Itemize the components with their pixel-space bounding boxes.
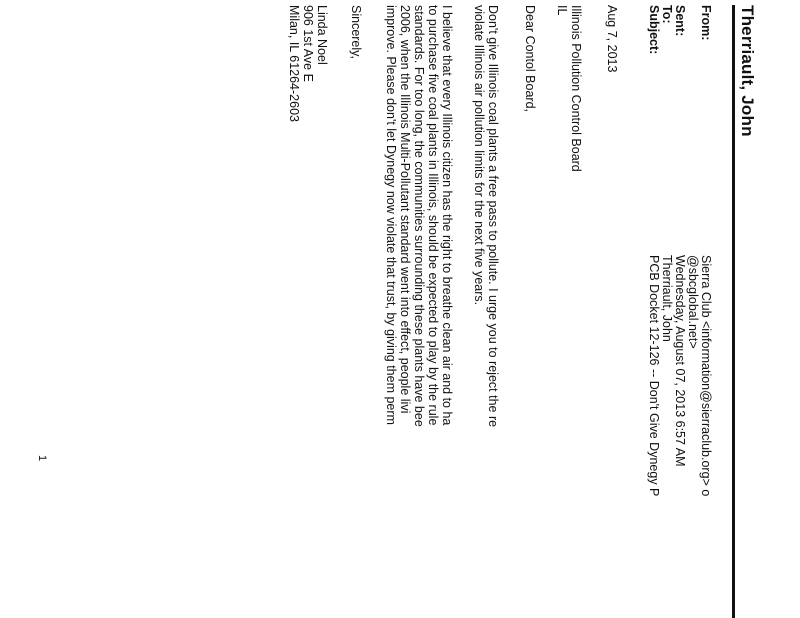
- page-number: 1: [36, 455, 48, 462]
- paragraph1-line-1: Don't give Illinois coal plants a free pass to pollute. I urge you to reject the re: [486, 5, 500, 428]
- paragraph2-line-2: to purchase five coal plants in Illinois, should be expected to play by the rule: [426, 5, 440, 426]
- sent-value: Wednesday, August 07, 2013 6:57 AM: [673, 255, 687, 467]
- closing: Sincerely,: [349, 5, 363, 59]
- salutation: Dear Contol Board,: [523, 5, 537, 113]
- paragraph2-line-3: standards. For too long, the communities surrounding these plants have bee: [412, 5, 426, 427]
- paragraph1-line-2: violate Illinois air pollution limits for the next five years.: [472, 5, 486, 306]
- sent-label: Sent:: [673, 5, 687, 37]
- from-value-line-1: Sierra Club <information@sierraclub.org> o: [699, 255, 713, 497]
- letter-date: Aug 7, 2013: [605, 5, 619, 73]
- signature-address-line-2: Milan, IL 61264-2603: [287, 5, 301, 122]
- signature-name: Linda Noel: [315, 5, 329, 65]
- paragraph2-line-4: 2006, when the Illinois Multi-Pollutant standard went into effect, people livi: [398, 5, 412, 414]
- header-divider: [732, 5, 735, 618]
- subject-value: PCB Docket 12-126 -- Don't Give Dynegy P: [647, 255, 661, 497]
- from-value-line-2: @sbcglobal.net>: [686, 255, 700, 349]
- to-value: Therriault, John: [660, 255, 674, 342]
- recipient-line-1: Illinois Pollution Control Board: [569, 5, 583, 172]
- recipient-line-2: IL: [555, 5, 569, 16]
- paragraph2-line-5: improve. Please don't let Dynegy now violate that trust, by giving them perm: [384, 5, 398, 425]
- to-label: To:: [660, 5, 674, 24]
- sender-name-heading: Therriault, John: [738, 5, 757, 137]
- rotated-email-printout: [10, 0, 790, 618]
- subject-label: Subject:: [647, 5, 661, 55]
- signature-address-line-1: 906 1st Ave E: [301, 5, 315, 82]
- paragraph2-line-1: I believe that every Illinois citizen has the right to breathe clean air and to ha: [440, 5, 454, 426]
- from-label: From:: [699, 5, 713, 41]
